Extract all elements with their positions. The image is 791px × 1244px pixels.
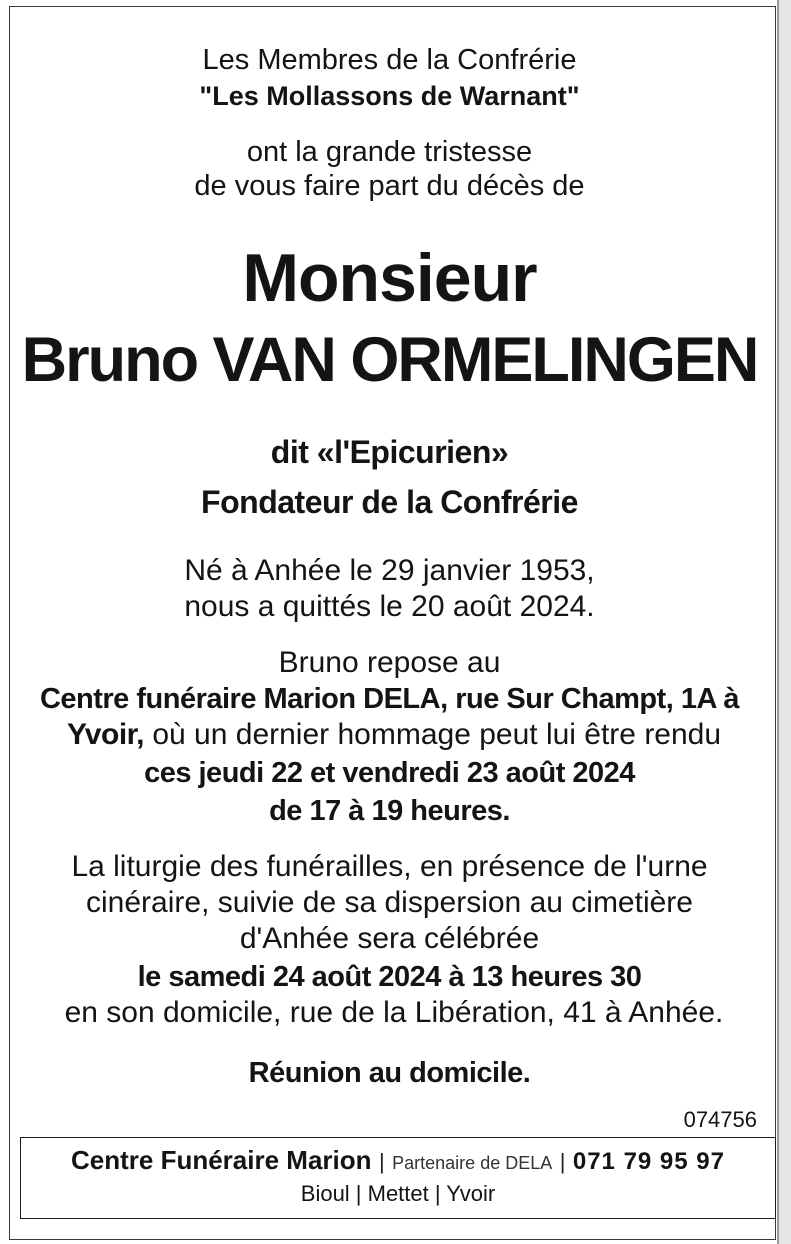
header-line-1: Les Membres de la Confrérie <box>202 44 577 76</box>
deceased-name: Bruno VAN ORMELINGEN <box>21 325 758 395</box>
reference-number: 074756 <box>683 1107 757 1132</box>
ceremony-location: en son domicile, rue de la Libération, 41 à Anhée. <box>64 996 724 1029</box>
ceremony-line-1: La liturgie des funérailles, en présence de l'urne <box>71 850 708 883</box>
funeral-home-footer <box>20 1137 776 1219</box>
ceremony-line-3: d'Anhée sera célébrée <box>239 922 540 955</box>
footer-line-1 <box>21 1144 775 1181</box>
birth-line: Né à Anhée le 29 janvier 1953, <box>184 554 595 587</box>
separator: | <box>378 1149 385 1174</box>
funeral-home-locations: Bioul | Mettet | Yvoir <box>300 1181 496 1206</box>
visitation-text: où un dernier hommage peut lui être rendu <box>144 718 722 751</box>
visitation-hours: de 17 à 19 heures. <box>269 795 510 827</box>
ceremony-datetime: le samedi 24 août 2024 à 13 heures 30 <box>137 961 642 993</box>
funeral-home-name: Centre Funéraire Marion <box>71 1145 372 1175</box>
visitation-place-line-2 <box>14 718 774 752</box>
deceased-title: Monsieur <box>242 240 537 316</box>
separator: | <box>559 1149 566 1174</box>
ceremony-line-2: cinéraire, suivie de sa dispersion au cimetière <box>86 886 693 919</box>
visitation-intro: Bruno repose au <box>278 646 501 679</box>
visitation-town: Yvoir, <box>66 718 145 751</box>
header-line-3: ont la grande tristesse <box>246 136 533 168</box>
header-line-4: de vous faire part du décès de <box>194 170 585 202</box>
visitation-days: ces jeudi 22 et vendredi 23 août 2024 <box>144 757 635 789</box>
confrerie-name: "Les Mollassons de Warnant" <box>199 81 580 111</box>
deceased-nickname: dit «l'Epicurien» <box>270 434 509 470</box>
visitation-place: Centre funéraire Marion DELA, rue Sur Champt, 1A à <box>39 683 740 715</box>
closing-note: Réunion au domicile. <box>248 1057 531 1089</box>
deceased-role: Fondateur de la Confrérie <box>201 484 578 520</box>
death-line: nous a quittés le 20 août 2024. <box>184 590 595 623</box>
phone-number: 071 79 95 97 <box>572 1148 725 1175</box>
partner-label: Partenaire de DELA <box>392 1153 553 1173</box>
